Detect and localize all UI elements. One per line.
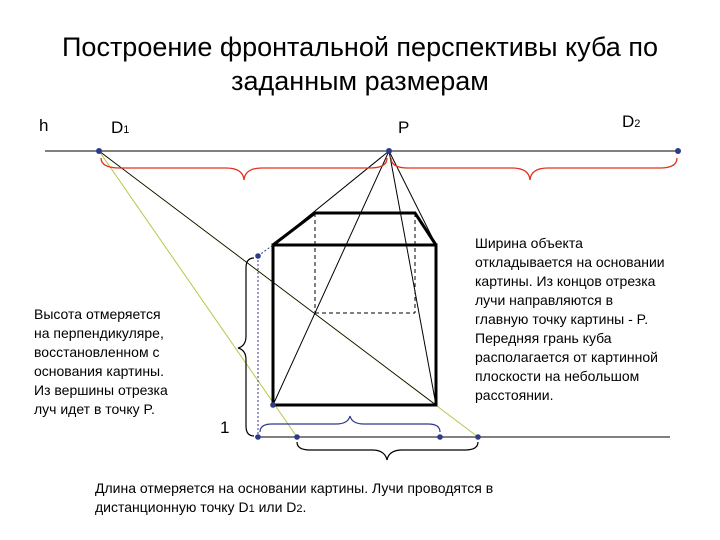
note-right-line: плоскости на небольшом: [475, 368, 640, 384]
note-left: [34, 305, 168, 419]
label-h: h: [39, 116, 49, 135]
ray-p-bottom-right: [389, 151, 436, 405]
note-right-line: Ширина объекта: [475, 235, 583, 251]
note-bottom-index-2: 2: [296, 503, 303, 515]
label-p: P: [398, 118, 410, 137]
note-bottom-index-1: 1: [248, 503, 255, 515]
note-right-line: откладывается на основании: [475, 254, 665, 270]
note-left-line: Высота отмеряется: [34, 306, 161, 322]
note-bottom-text: дистанционную точку D: [95, 499, 249, 515]
label-d2: [622, 112, 640, 132]
point-d1: [96, 148, 102, 154]
cube-top-face: [273, 213, 436, 245]
point-p: [386, 148, 392, 154]
title-line-2: заданным размерам: [231, 66, 489, 96]
note-right: [475, 234, 665, 405]
point-base-left: [255, 434, 261, 440]
point-height-top: [255, 253, 261, 259]
note-left-line: основания картины.: [34, 363, 165, 379]
ray-p-top-right: [389, 151, 436, 245]
label-d1-letter: D: [111, 118, 124, 137]
note-right-line: располагается от картинной: [475, 349, 658, 365]
note-bottom-line-1: Длина отмеряется на основании картины. Лучи проводятся в: [95, 480, 494, 496]
note-left-line: Из вершины отрезка: [34, 382, 168, 398]
note-bottom-text: или D: [254, 499, 297, 515]
title-line-1: Построение фронтальной перспективы куба по: [62, 32, 658, 62]
note-right-line: картины. Из концов отрезка: [475, 273, 656, 289]
label-d2-index: 2: [634, 118, 641, 130]
note-right-line: расстоянии.: [475, 387, 554, 403]
label-d2-letter: D: [622, 112, 635, 131]
point-cube-bl: [270, 402, 276, 408]
point-d2: [675, 148, 681, 154]
point-base-width-right: [437, 434, 443, 440]
note-left-line: луч идет в точку P.: [34, 401, 155, 417]
point-base-length-right: [475, 434, 481, 440]
note-right-line: Передняя грань куба: [475, 330, 612, 346]
note-right-line: главную точку картины - P.: [475, 311, 649, 327]
label-d1: [111, 118, 129, 138]
label-d1-index: 1: [123, 124, 130, 136]
note-bottom-line-2: [95, 498, 493, 519]
label-one: 1: [220, 418, 230, 437]
cube-front-face: [273, 245, 436, 405]
brace-width: [260, 416, 440, 432]
brace-horizon-left: [101, 158, 387, 180]
note-left-line: восстановленном с: [34, 344, 160, 360]
ray-p-bottom-left: [273, 151, 389, 405]
note-bottom: [95, 479, 493, 519]
brace-horizon-right: [391, 158, 677, 180]
note-bottom-text: .: [302, 499, 307, 515]
point-base-length-left: [294, 434, 300, 440]
note-right-line: лучи направляются в: [475, 292, 614, 308]
brace-length: [297, 442, 478, 460]
note-left-line: на перпендикуляре,: [34, 325, 164, 341]
brace-height: [238, 258, 254, 436]
